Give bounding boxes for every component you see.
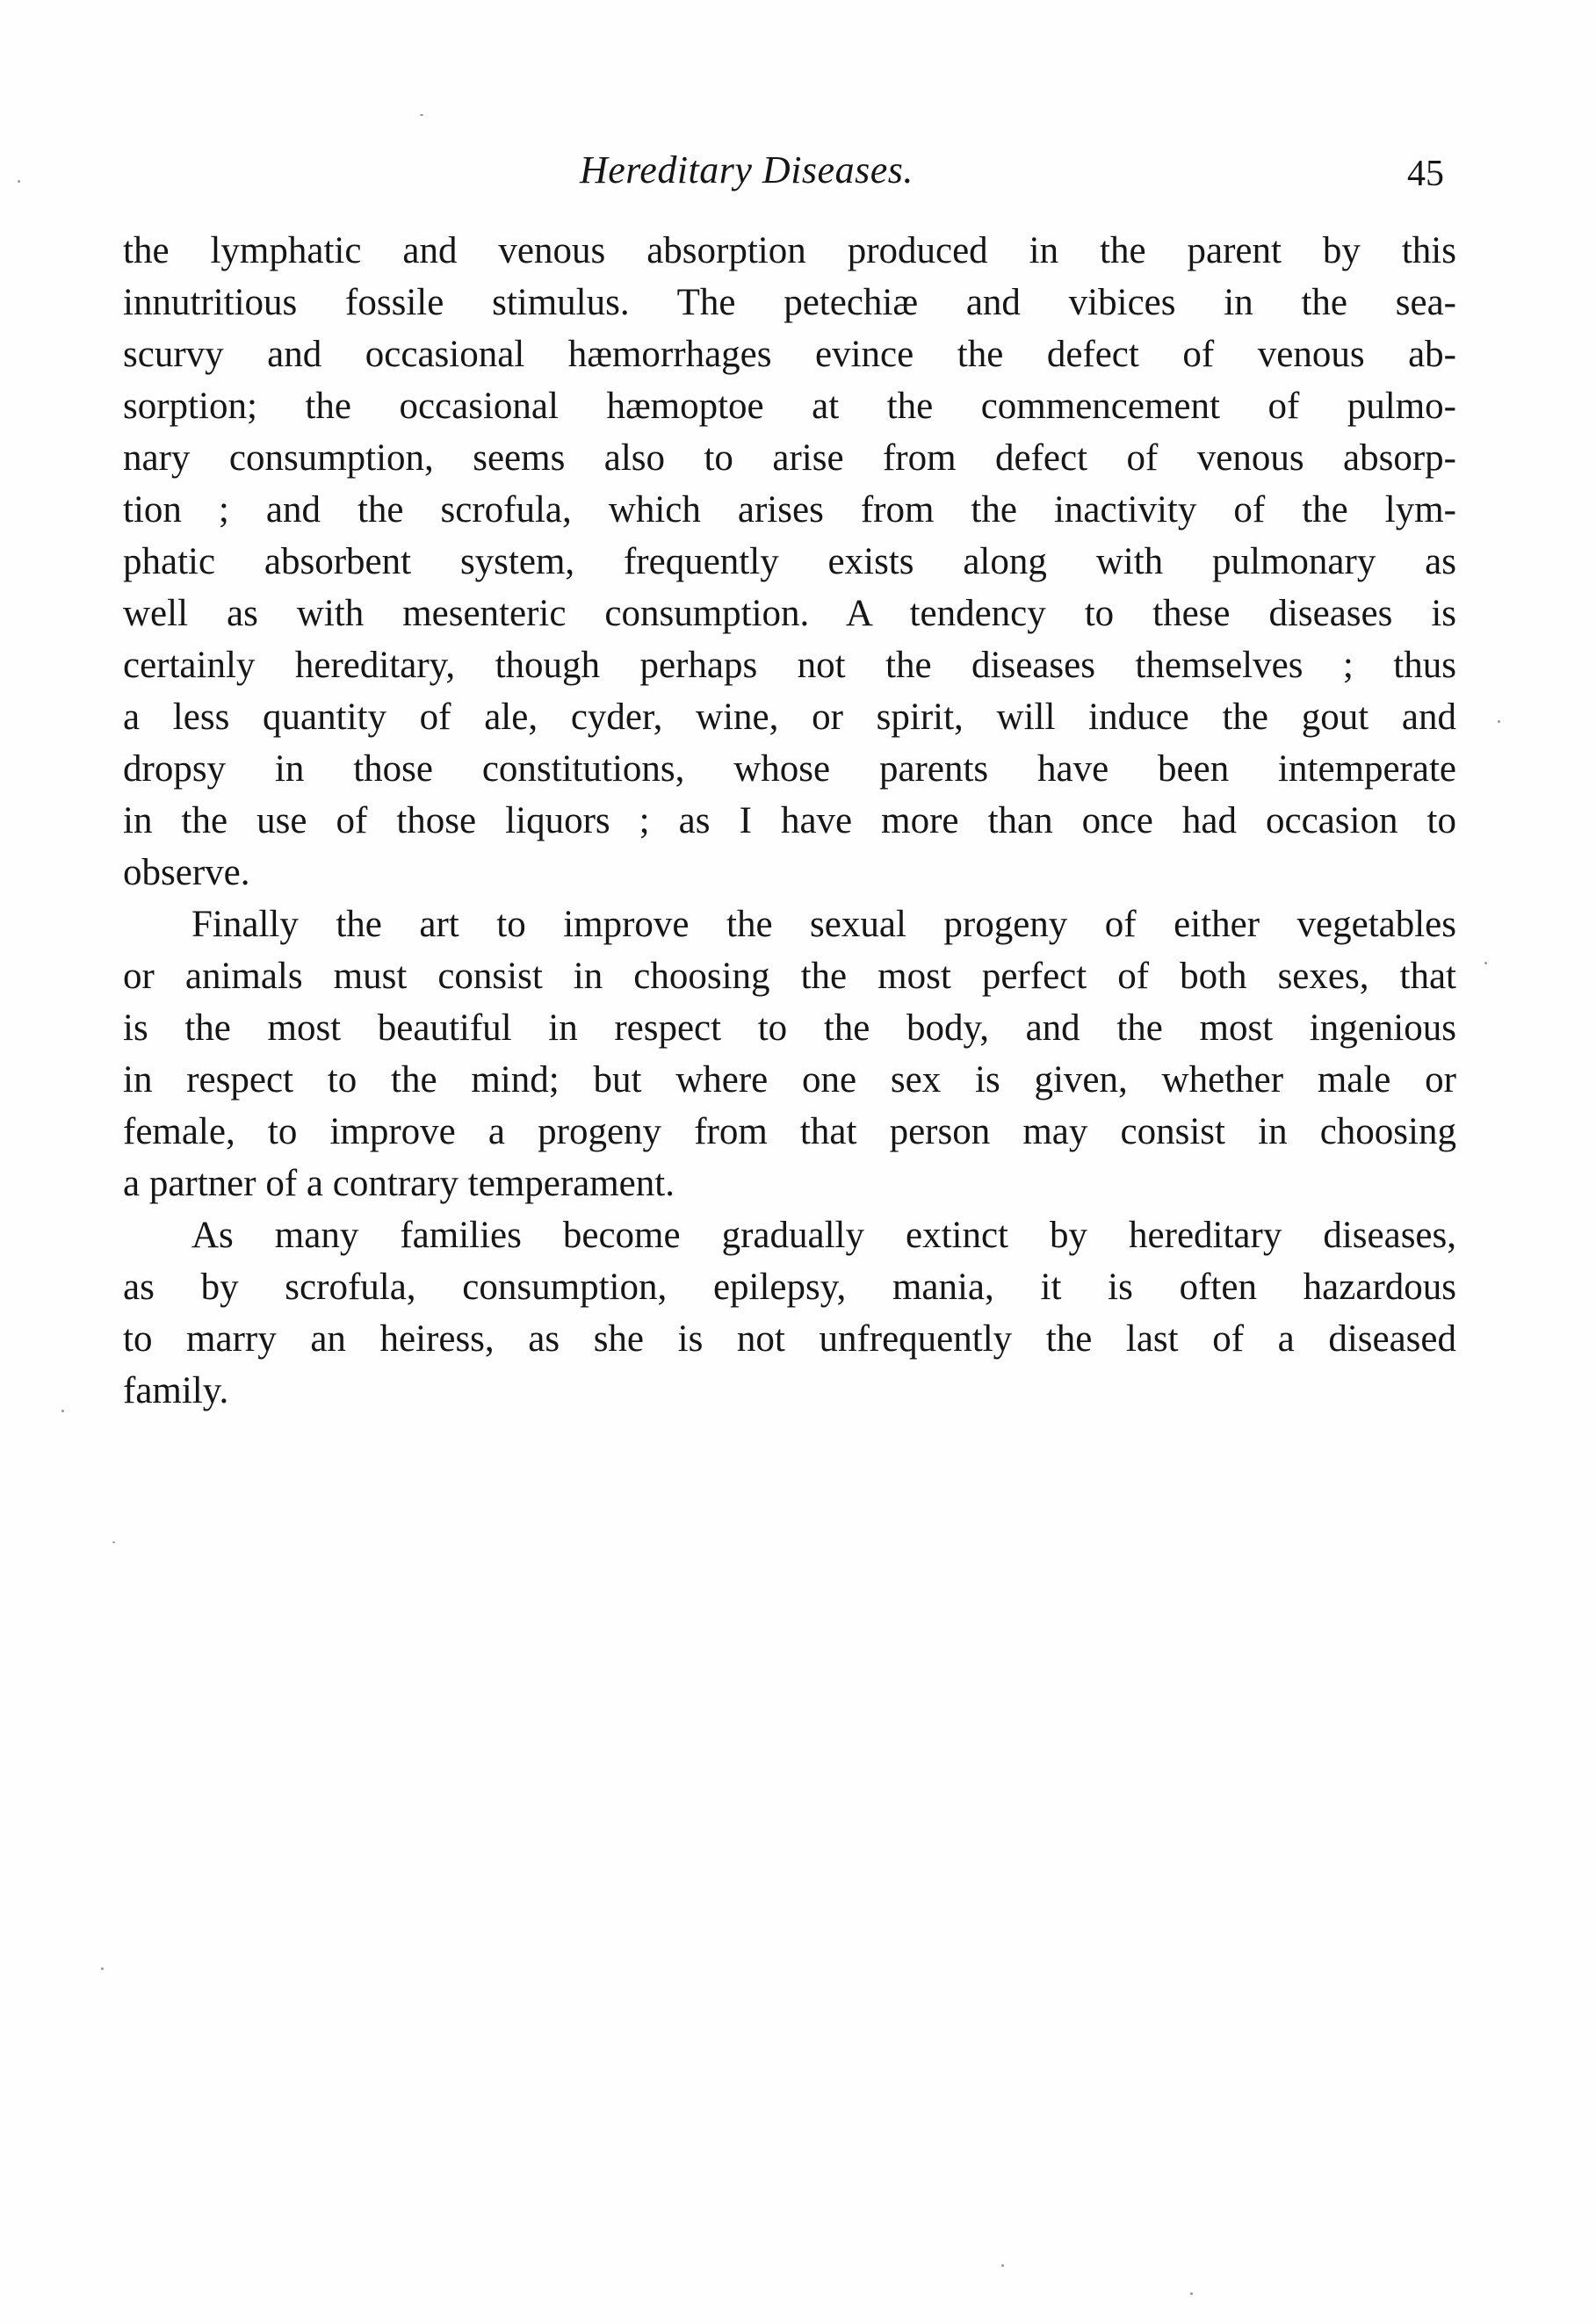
text-line: innutritious fossile stimulus. The petechiæ and vibices in the sea-	[123, 282, 1456, 323]
text-line: certainly hereditary, though perhaps not the diseases themselves ; thus	[123, 645, 1456, 686]
text-line: a less quantity of ale, cyder, wine, or spirit, will induce the gout and	[123, 696, 1456, 738]
text-line: observe.	[123, 852, 250, 893]
paper-speck	[420, 114, 423, 116]
running-head	[0, 148, 1596, 200]
paper-speck	[61, 1410, 64, 1412]
paper-speck	[1190, 2292, 1193, 2295]
text-line: scurvy and occasional hæmorrhages evince the defect of venous ab-	[123, 334, 1456, 375]
text-line: family.	[123, 1370, 229, 1411]
page-number: 45	[1407, 154, 1444, 194]
text-line: phatic absorbent system, frequently exists along with pulmonary as	[123, 541, 1456, 582]
running-title: Hereditary Diseases.	[580, 148, 914, 191]
text-line: as by scrofula, consumption, epilepsy, mania, it is often hazardous	[123, 1267, 1456, 1308]
paper-speck	[1484, 962, 1487, 964]
paragraph-1	[123, 225, 1456, 899]
paper-speck	[1498, 720, 1500, 723]
text-line: is the most beautiful in respect to the body, and the most ingenious	[123, 1007, 1456, 1049]
paper-speck	[112, 1541, 115, 1543]
text-line: the lymphatic and venous absorption produced in the parent by this	[123, 230, 1456, 271]
text-line: well as with mesenteric consumption. A tendency to these diseases is	[123, 593, 1456, 634]
paper-speck	[1001, 2264, 1004, 2267]
text-line: As many families become gradually extinct by hereditary diseases,	[191, 1215, 1456, 1256]
text-line: in the use of those liquors ; as I have more than once had occasion to	[123, 800, 1456, 841]
text-line: to marry an heiress, as she is not unfrequently the last of a diseased	[123, 1318, 1456, 1360]
text-line: Finally the art to improve the sexual progeny of either vegetables	[191, 904, 1456, 945]
body-text	[123, 225, 1456, 1417]
text-line: female, to improve a progeny from that person may consist in choosing	[123, 1111, 1456, 1152]
text-line: or animals must consist in choosing the most perfect of both sexes, that	[123, 956, 1456, 997]
text-line: sorption; the occasional hæmoptoe at the commencement of pulmo-	[123, 386, 1456, 427]
text-line: tion ; and the scrofula, which arises from the inactivity of the lym-	[123, 489, 1456, 530]
paper-speck	[101, 1967, 104, 1970]
text-line: dropsy in those constitutions, whose parents have been intemperate	[123, 748, 1456, 790]
text-line: a partner of a contrary temperament.	[123, 1163, 675, 1204]
paragraph-2	[123, 899, 1456, 1209]
text-line: nary consumption, seems also to arise from defect of venous absorp-	[123, 437, 1456, 479]
paragraph-3	[123, 1209, 1456, 1417]
paper-speck	[18, 180, 20, 183]
text-line: in respect to the mind; but where one sex is given, whether male or	[123, 1059, 1456, 1101]
